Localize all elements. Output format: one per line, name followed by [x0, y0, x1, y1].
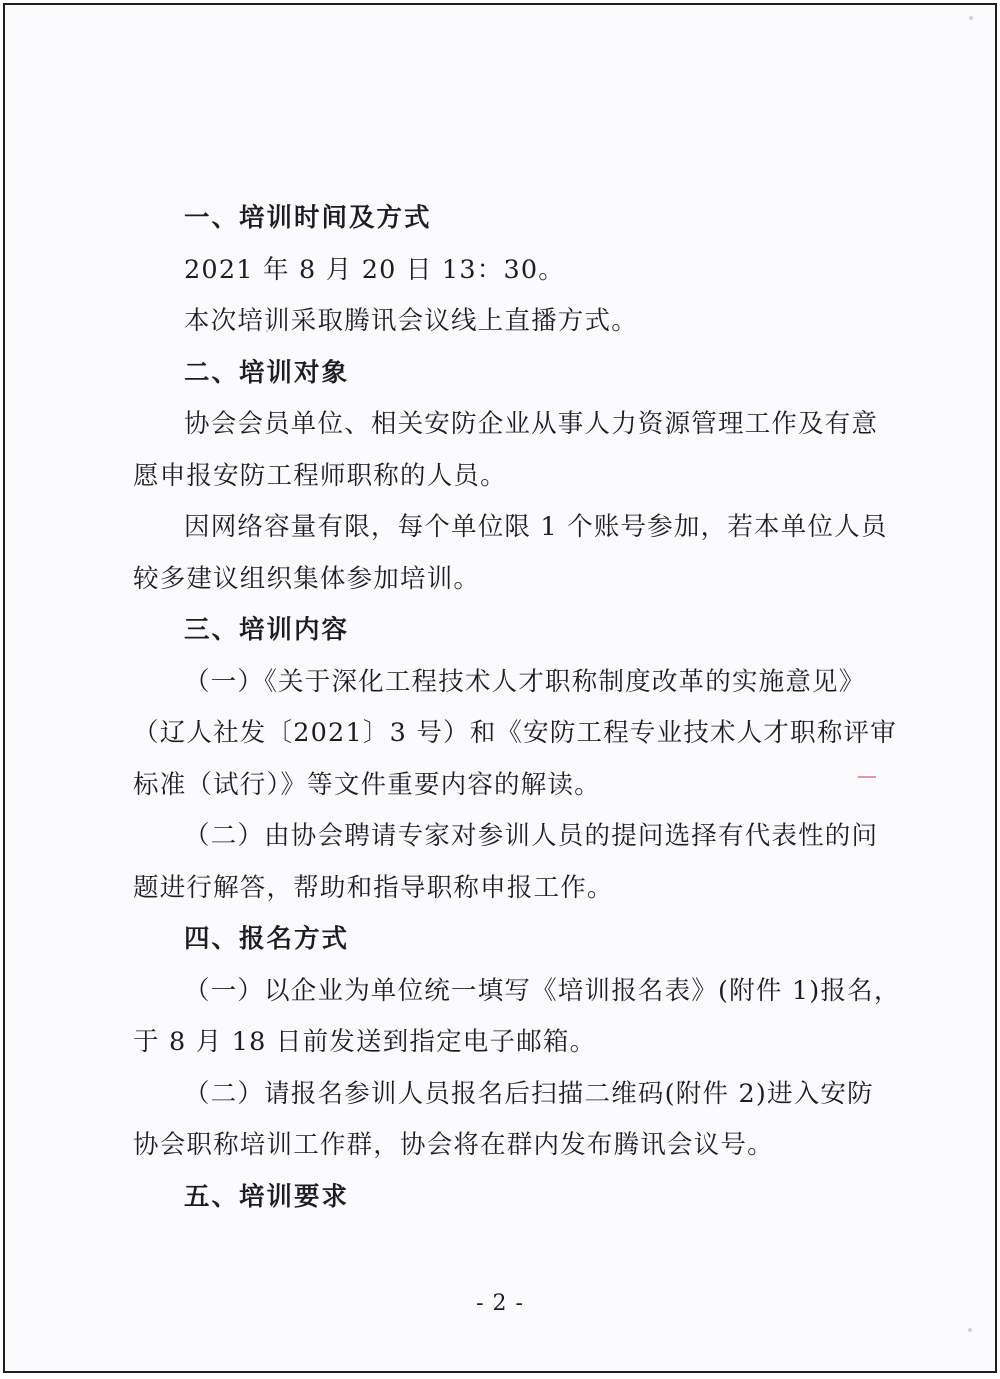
paragraph-line: （二）请报名参训人员报名后扫描二维码(附件 2)进入安防 [184, 1078, 874, 1109]
section-heading-time: 一、培训时间及方式 [184, 203, 432, 233]
paragraph-line: （二）由协会聘请专家对参训人员的提问选择有代表性的问 [184, 821, 879, 851]
paragraph-line: 2021 年 8 月 20 日 13：30。 [184, 254, 565, 285]
paragraph-line: 协会会员单位、相关安防企业从事人力资源管理工作及有意 [184, 409, 879, 439]
paragraph-line: 于 8 月 18 日前发送到指定电子邮箱。 [133, 1027, 597, 1057]
paragraph-line: 题进行解答，帮助和指导职称申报工作。 [133, 872, 614, 903]
paragraph-line: 愿申报安防工程师职称的人员。 [133, 460, 507, 491]
paragraph-line: 因网络容量有限，每个单位限 1 个账号参加，若本单位人员 [184, 512, 888, 542]
paragraph-line: 本次培训采取腾讯会议线上直播方式。 [184, 306, 638, 336]
document-body [133, 193, 901, 1223]
section-heading-content: 三、培训内容 [184, 615, 350, 645]
paragraph-line: （一）《关于深化工程技术人才职称制度改革的实施意见》 [184, 666, 866, 697]
section-heading-registration: 四、报名方式 [184, 924, 350, 954]
section-heading-requirements: 五、培训要求 [184, 1181, 350, 1212]
paragraph-line: 协会职称培训工作群，协会将在群内发布腾讯会议号。 [133, 1130, 774, 1160]
document-page [3, 3, 997, 1373]
page-number: - 2 - [476, 1291, 524, 1316]
paragraph-line: 标准（试行）》等文件重要内容的解读。 [133, 769, 601, 800]
paragraph-line: （一）以企业为单位统一填写《培训报名表》(附件 1)报名， [184, 975, 901, 1006]
paragraph-line: 较多建议组织集体参加培训。 [133, 563, 481, 594]
paragraph-line: （辽人社发〔2021〕3 号）和《安防工程专业技术人才职称评审 [133, 718, 897, 748]
section-heading-audience: 二、培训对象 [184, 357, 350, 388]
